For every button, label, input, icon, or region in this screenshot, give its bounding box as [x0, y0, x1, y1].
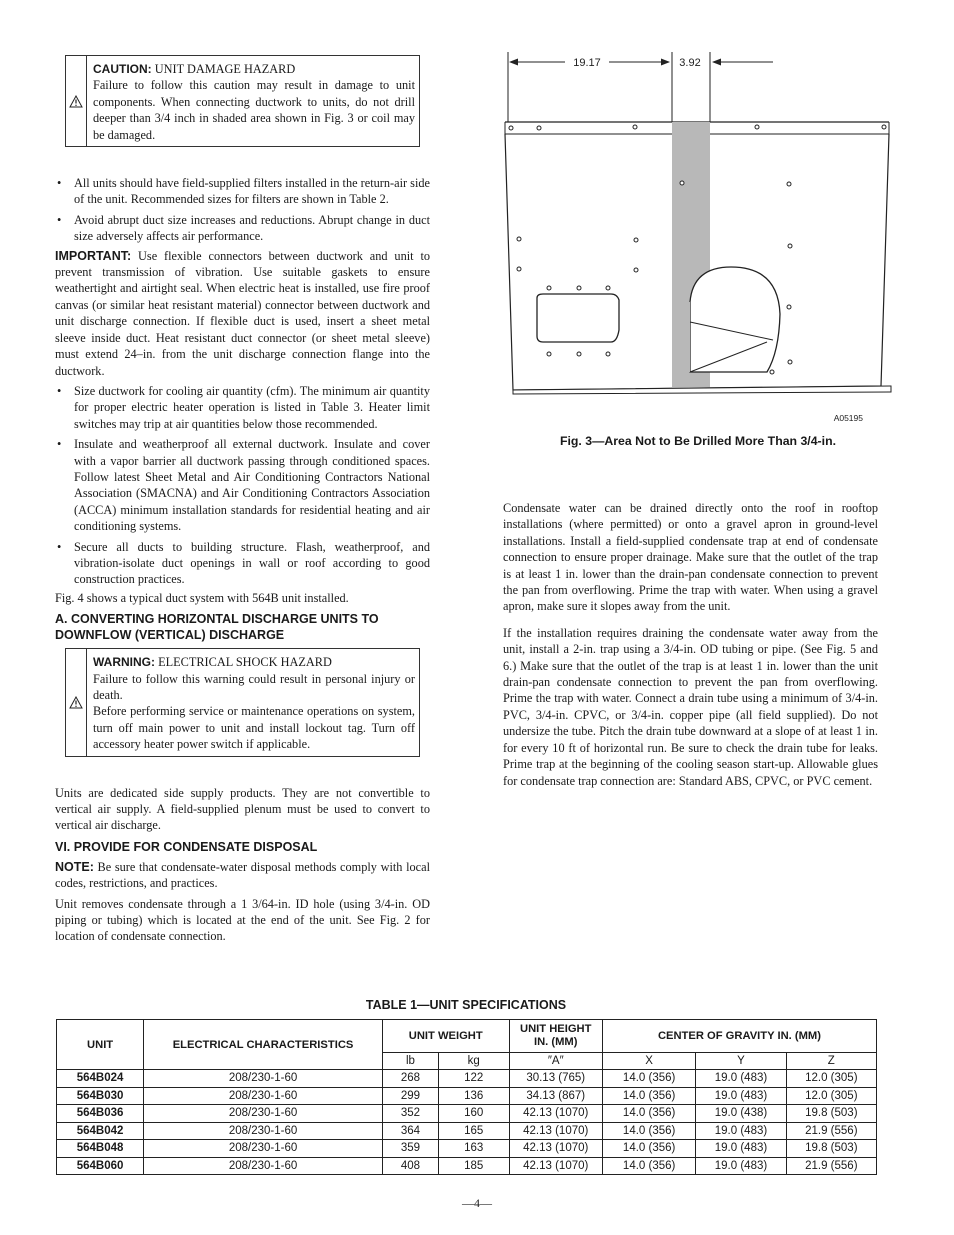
- table-cell: 14.0 (356): [602, 1105, 695, 1123]
- warning-text-1: Failure to follow this warning could result in personal injury or death.: [93, 671, 415, 702]
- important-paragraph: [55, 248, 430, 379]
- table-cell: 208/230-1-60: [144, 1122, 383, 1140]
- table-cell: 19.0 (483): [696, 1122, 786, 1140]
- return-air-opening: [537, 294, 619, 342]
- warning-box: [65, 648, 420, 756]
- table-cell: 42.13 (1070): [509, 1105, 602, 1123]
- table-cell: 19.0 (483): [696, 1140, 786, 1158]
- table-cell: 14.0 (356): [602, 1070, 695, 1088]
- table-cell: 42.13 (1070): [509, 1157, 602, 1175]
- ductwork-bullets: [55, 383, 430, 588]
- figure-id-code: A05195: [833, 413, 863, 423]
- table-body: [57, 1070, 877, 1175]
- filter-bullets: [55, 175, 430, 245]
- table-cell: 12.0 (305): [786, 1087, 876, 1105]
- table-cell: 19.0 (438): [696, 1105, 786, 1123]
- unit-panel-diagram: [503, 52, 893, 432]
- table-cell: 208/230-1-60: [144, 1140, 383, 1158]
- unit-model-cell: 564B042: [57, 1122, 144, 1140]
- header-weight: UNIT WEIGHT: [382, 1020, 509, 1053]
- table-cell: 165: [438, 1122, 509, 1140]
- table-cell: 19.0 (483): [696, 1087, 786, 1105]
- unit-model-cell: 564B060: [57, 1157, 144, 1175]
- caution-triangle-icon: [66, 56, 87, 146]
- table-cell: 268: [382, 1070, 438, 1088]
- subheader-y: Y: [696, 1053, 786, 1070]
- subheader-z: Z: [786, 1053, 876, 1070]
- table-cell: 352: [382, 1105, 438, 1123]
- table-row: [57, 1070, 877, 1088]
- table-cell: 19.8 (503): [786, 1105, 876, 1123]
- header-unit: UNIT: [57, 1020, 144, 1070]
- list-item: • All units should have field-supplied filters installed in the return-air side of the unit. Recommended sizes for filters are shown in Table 2.: [55, 175, 430, 208]
- table-cell: 21.9 (556): [786, 1157, 876, 1175]
- important-text: Use flexible connectors between ductwork and unit to prevent transmission of vibration. Use suitable gaskets to ensure weathertight and airtight seal. When electric heat is installed, use fire proof canvas (or similar heat resistant material) connector between ductwork and unit discharge connection. If flexible duct is used, insert a sheet metal sleeve inside duct. Heat resistant duct connector (or sheet metal sleeve) must extend 24–in. from the unit discharge connection flange into the ductwork.: [55, 248, 431, 378]
- important-label: IMPORTANT:: [55, 248, 132, 263]
- warning-signal-word: WARNING:: [93, 655, 155, 670]
- unit-model-cell: 564B024: [57, 1070, 144, 1088]
- table-cell: 14.0 (356): [602, 1157, 695, 1175]
- header-height: UNIT HEIGHT IN. (MM): [509, 1020, 602, 1053]
- table-cell: 12.0 (305): [786, 1070, 876, 1088]
- bottom-flange: [513, 386, 891, 394]
- header-electrical: ELECTRICAL CHARACTERISTICS: [144, 1020, 383, 1070]
- table-cell: 19.8 (503): [786, 1140, 876, 1158]
- section-vi-heading: VI. PROVIDE FOR CONDENSATE DISPOSAL: [55, 839, 318, 854]
- arrow-right-icon: [661, 59, 670, 66]
- table-row: [57, 1157, 877, 1175]
- fig4-reference: Fig. 4 shows a typical duct system with 564B unit installed.: [55, 590, 349, 605]
- table-cell: 34.13 (867): [509, 1087, 602, 1105]
- table-cell: 208/230-1-60: [144, 1087, 383, 1105]
- section-a-heading: A. CONVERTING HORIZONTAL DISCHARGE UNITS TO DOWNFLOW (VERTICAL) DISCHARGE: [55, 612, 379, 643]
- warning-triangle-icon: [66, 649, 87, 755]
- table-cell: 160: [438, 1105, 509, 1123]
- condensate-paragraph: Unit removes condensate through a 1 3/64-in. ID hole (using 3/4-in. OD piping or tubing) which is located at the end of the unit. See Fig. 2 for location of condensate connection.: [55, 896, 430, 944]
- table-cell: 30.13 (765): [509, 1070, 602, 1088]
- figure-3: [503, 52, 893, 452]
- note-label: NOTE:: [55, 859, 94, 874]
- subheader-lb: lb: [382, 1053, 438, 1070]
- subheader-kg: kg: [438, 1053, 509, 1070]
- right-column: [503, 500, 878, 789]
- table-row: [57, 1122, 877, 1140]
- note-paragraph: [55, 859, 430, 892]
- caution-signal-word: CAUTION:: [93, 62, 152, 76]
- left-column: [55, 55, 430, 945]
- subheader-a: ″A″: [509, 1053, 602, 1070]
- dim-label-left: 19.17: [573, 57, 601, 69]
- condensate-drain-paragraph-2: If the installation requires draining the condensate water away from the unit, install a 2-in. trap using a 3/4-in. OD tubing or pipe. (See Fig. 5 and 6.) Make sure that the outlet of the trap is at least 1 in. lower than the unit drain-pan condensate connection to prevent the pan from overflowing. Prime the trap with water. Connect a drain tube using a minimum of 3/4-in. PVC, 3/4-in. CPVC, or 3/4-in. copper pipe (all field supplied). Do not undersize the tube. Pitch the drain tube downward at a slope of at least 1 in. for every 10 ft of horizontal run. Be sure to check the drain tube for leaks. Prime trap at the beginning of the cooling season start-up. Allowable glues for condensate trap connection are: Standard ABS, CPVC, or PVC cement.: [503, 625, 878, 788]
- table-cell: 208/230-1-60: [144, 1105, 383, 1123]
- table-cell: 42.13 (1070): [509, 1122, 602, 1140]
- subheader-x: X: [602, 1053, 695, 1070]
- list-item: • Avoid abrupt duct size increases and reductions. Abrupt change in duct size adversely affects air performance.: [55, 212, 430, 245]
- table-cell: 163: [438, 1140, 509, 1158]
- warning-text-2: Before performing service or maintenance operations on system, turn off main power to unit and install lockout tag. Turn off accessory heater power switch if applicable.: [93, 704, 415, 752]
- caution-title: UNIT DAMAGE HAZARD: [154, 62, 296, 76]
- caution-text: Failure to follow this caution may result in damage to unit components. When connecting ductwork to units, do not drill deeper than 3/4 inch in shaded area shown in Fig. 3 or coil may be damaged.: [93, 78, 415, 142]
- list-item: • Insulate and weatherproof all external ductwork. Insulate and cover with a vapor barrier all ductwork passing through conditioned spaces. Follow latest Sheet Metal and Air Conditioning Contractors National Association (SMACNA) and Air Conditioning Contractors Association (ACCA) minimum installation standards for residential heating and air conditioning systems.: [55, 436, 430, 534]
- table-cell: 14.0 (356): [602, 1087, 695, 1105]
- page-number: —4—: [462, 1196, 492, 1210]
- dim-label-right: 3.92: [679, 57, 701, 69]
- table-cell: 208/230-1-60: [144, 1070, 383, 1088]
- table-cell: 136: [438, 1087, 509, 1105]
- figure-3-caption: Fig. 3—Area Not to Be Drilled More Than 3/4-in.: [559, 434, 837, 448]
- table-cell: 19.0 (483): [696, 1070, 786, 1088]
- arrow-left-icon: [509, 59, 518, 66]
- note-text: Be sure that condensate-water disposal methods comply with local codes, restrictions, and practices.: [55, 859, 430, 891]
- warning-title: ELECTRICAL SHOCK HAZARD: [158, 655, 332, 670]
- table-cell: 364: [382, 1122, 438, 1140]
- list-item: • Secure all ducts to building structure. Flash, weatherproof, and vibration-isolate duct openings in wall or roof according to good construction practices.: [55, 539, 430, 588]
- table-cell: 42.13 (1070): [509, 1140, 602, 1158]
- unit-model-cell: 564B048: [57, 1140, 144, 1158]
- table-cell: 14.0 (356): [602, 1140, 695, 1158]
- table-1-title: TABLE 1—UNIT SPECIFICATIONS: [365, 998, 567, 1012]
- condensate-drain-paragraph-1: Condensate water can be drained directly onto the roof in rooftop installations (where permitted) or onto a gravel apron in ground-level installations. Install a field-supplied condensate trap at end of condensate connection to ensure proper drainage. Make sure that the outlet of the trap is at least 1 in. lower than the drain-pan condensate connection to prevent the pan from overflowing. Prime the trap with water. When using a gravel apron, make sure it slopes away from the unit.: [503, 501, 878, 614]
- table-cell: 19.0 (483): [696, 1157, 786, 1175]
- table-cell: 122: [438, 1070, 509, 1088]
- arrow-left-icon: [712, 59, 721, 66]
- header-cog: CENTER OF GRAVITY IN. (MM): [602, 1020, 876, 1053]
- side-supply-paragraph: Units are dedicated side supply products. They are not convertible to vertical air supply. A field-supplied plenum must be used to convert to vertical air discharge.: [55, 785, 430, 833]
- table-cell: 185: [438, 1157, 509, 1175]
- table-row: [57, 1105, 877, 1123]
- table-row: [57, 1140, 877, 1158]
- supply-air-opening: [690, 267, 780, 372]
- table-cell: 359: [382, 1140, 438, 1158]
- table-cell: 299: [382, 1087, 438, 1105]
- table-cell: 14.0 (356): [602, 1122, 695, 1140]
- table-row: [57, 1087, 877, 1105]
- unit-specifications-table: [56, 1019, 877, 1175]
- caution-box: [65, 55, 420, 147]
- table-cell: 208/230-1-60: [144, 1157, 383, 1175]
- table-cell: 21.9 (556): [786, 1122, 876, 1140]
- list-item: • Size ductwork for cooling air quantity (cfm). The minimum air quantity for proper electric heater operation is listed in Table 3. Heater limit switches may trip at air quantities below those recommended.: [55, 383, 430, 432]
- unit-model-cell: 564B036: [57, 1105, 144, 1123]
- unit-model-cell: 564B030: [57, 1087, 144, 1105]
- table-cell: 408: [382, 1157, 438, 1175]
